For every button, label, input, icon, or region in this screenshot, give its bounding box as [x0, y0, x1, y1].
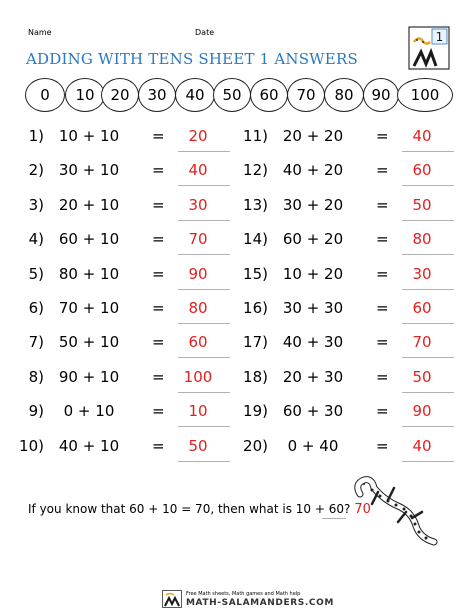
salamander-badge-icon: [408, 26, 450, 70]
problem-row: [0, 260, 230, 294]
problem-row: [224, 225, 454, 259]
number-line-oval: 90: [363, 78, 399, 112]
number-line-oval: 60: [250, 78, 288, 112]
equals-sign: =: [376, 333, 389, 352]
problem-answer: 50: [412, 367, 432, 386]
problem-expression: 90 + 10: [58, 367, 120, 386]
equals-sign: =: [152, 127, 165, 145]
answer-line: [402, 392, 454, 393]
problem-number: 3): [28, 195, 44, 214]
bonus-question: [28, 502, 371, 517]
salamander-icon: [348, 474, 440, 548]
problem-number: 18): [243, 367, 268, 386]
problem-row: [224, 260, 454, 294]
problem-answer: 40: [412, 436, 432, 455]
problem-row: [0, 122, 230, 156]
problem-number: 19): [243, 402, 268, 421]
number-line-oval: 80: [324, 78, 364, 112]
problem-row: [224, 294, 454, 328]
number-line-oval: 0: [25, 78, 65, 112]
problem-row: [224, 191, 454, 225]
date-label: Date: [195, 28, 215, 37]
problem-answer: 60: [412, 161, 432, 180]
number-line-oval: 70: [287, 78, 325, 112]
answer-line: [178, 323, 230, 324]
problem-number: 11): [243, 127, 268, 145]
problem-expression: 60 + 10: [58, 230, 120, 249]
problem-number: 17): [243, 333, 268, 352]
equals-sign: =: [376, 298, 389, 317]
equals-sign: =: [376, 402, 389, 421]
equals-sign: =: [152, 436, 165, 455]
answer-line: [178, 357, 230, 358]
problem-answer: 40: [188, 161, 208, 180]
problem-row: [224, 397, 454, 431]
problem-number: 5): [28, 264, 44, 283]
problem-answer: 10: [188, 402, 208, 421]
equals-sign: =: [376, 127, 389, 145]
equals-sign: =: [152, 333, 165, 352]
problem-expression: 50 + 10: [58, 333, 120, 352]
problem-number: 14): [243, 230, 268, 249]
answer-line: [178, 392, 230, 393]
problem-row: [224, 156, 454, 190]
problem-row: [224, 122, 454, 156]
answer-line: [402, 185, 454, 186]
problem-answer: 50: [412, 195, 432, 214]
problem-expression: 0 + 10: [63, 402, 115, 421]
answer-line: [178, 426, 230, 427]
problem-row: [224, 363, 454, 397]
problem-row: [0, 397, 230, 431]
right-column: [224, 122, 454, 466]
number-line-oval: 30: [138, 78, 176, 112]
page-title: ADDING WITH TENS SHEET 1 ANSWERS: [26, 50, 358, 68]
problem-row: [0, 156, 230, 190]
problem-row: [0, 432, 230, 466]
problem-answer: 90: [188, 264, 208, 283]
problem-expression: 40 + 10: [58, 436, 120, 455]
problem-expression: 30 + 20: [282, 195, 344, 214]
problem-expression: 30 + 30: [282, 298, 344, 317]
equals-sign: =: [152, 367, 165, 386]
problem-answer: 30: [412, 264, 432, 283]
problem-number: 4): [28, 230, 44, 249]
problem-expression: 60 + 30: [282, 402, 344, 421]
equals-sign: =: [152, 264, 165, 283]
problem-row: [0, 191, 230, 225]
footer-site: MATH-SALAMANDERS.COM: [186, 598, 334, 608]
equals-sign: =: [376, 230, 389, 249]
problem-expression: 60 + 20: [282, 230, 344, 249]
problem-number: 6): [28, 298, 44, 317]
equals-sign: =: [152, 298, 165, 317]
problem-expression: 80 + 10: [58, 264, 120, 283]
problem-answer: 100: [183, 367, 213, 386]
grade-number: 1: [435, 30, 444, 44]
footer-logo: [162, 590, 182, 608]
problem-expression: 20 + 20: [282, 127, 344, 145]
problem-number: 9): [28, 402, 44, 421]
number-line-oval: 20: [101, 78, 139, 112]
equals-sign: =: [376, 436, 389, 455]
problem-expression: 70 + 10: [58, 298, 120, 317]
problem-answer: 20: [188, 127, 208, 145]
equals-sign: =: [152, 195, 165, 214]
problem-row: [0, 225, 230, 259]
problem-answer: 70: [412, 333, 432, 352]
problem-expression: 20 + 10: [58, 195, 120, 214]
equals-sign: =: [376, 264, 389, 283]
problem-expression: 20 + 30: [282, 367, 344, 386]
problem-number: 2): [28, 161, 44, 180]
problem-answer: 70: [188, 230, 208, 249]
number-line-oval: 40: [175, 78, 215, 112]
problem-expression: 40 + 20: [282, 161, 344, 180]
problem-answer: 60: [188, 333, 208, 352]
grade-badge-logo: [408, 26, 450, 70]
problem-expression: 10 + 20: [282, 264, 344, 283]
salamander-illustration: [348, 474, 440, 548]
problem-row: [0, 294, 230, 328]
answer-line: [178, 220, 230, 221]
answer-line: [178, 185, 230, 186]
problem-row: [0, 363, 230, 397]
problem-row: [0, 328, 230, 362]
problem-row: [224, 432, 454, 466]
problem-answer: 80: [412, 230, 432, 249]
answer-line: [178, 461, 230, 462]
bonus-question-text: If you know that 60 + 10 = 70, then what is 10 + 60?: [28, 502, 351, 516]
answer-line: [402, 323, 454, 324]
equals-sign: =: [152, 402, 165, 421]
problem-answer: 40: [412, 127, 432, 145]
left-column: [0, 122, 230, 466]
answer-line: [178, 151, 230, 152]
answer-line: [402, 220, 454, 221]
problem-number: 1): [28, 127, 44, 145]
number-line: [0, 78, 474, 114]
problem-number: 13): [243, 195, 268, 214]
answer-line: [402, 289, 454, 290]
bonus-answer: 70: [354, 502, 371, 517]
problem-row: [224, 328, 454, 362]
footer-logo-icon: [162, 590, 182, 608]
equals-sign: =: [152, 230, 165, 249]
problem-expression: 0 + 40: [287, 436, 339, 455]
problem-expression: 30 + 10: [58, 161, 120, 180]
number-line-oval: 50: [213, 78, 251, 112]
name-label: Name: [28, 28, 52, 37]
answer-line: [402, 426, 454, 427]
problem-expression: 40 + 30: [282, 333, 344, 352]
footer-tagline: Free Math sheets, Math games and Math help: [186, 591, 301, 597]
problem-answer: 50: [188, 436, 208, 455]
equals-sign: =: [376, 195, 389, 214]
problem-number: 20): [243, 436, 268, 455]
answer-line: [402, 151, 454, 152]
answer-line: [402, 461, 454, 462]
equals-sign: =: [376, 161, 389, 180]
equals-sign: =: [376, 367, 389, 386]
answer-line: [402, 254, 454, 255]
problem-expression: 10 + 10: [58, 127, 120, 145]
problem-number: 12): [243, 161, 268, 180]
problem-answer: 60: [412, 298, 432, 317]
problem-answer: 80: [188, 298, 208, 317]
problem-number: 7): [28, 333, 44, 352]
answer-line: [402, 357, 454, 358]
problem-number: 8): [28, 367, 44, 386]
bonus-answer-line: [322, 518, 346, 519]
number-line-oval: 10: [65, 78, 105, 112]
answer-line: [178, 289, 230, 290]
answer-line: [178, 254, 230, 255]
problem-answer: 90: [412, 402, 432, 421]
problem-answer: 30: [188, 195, 208, 214]
problem-number: 15): [243, 264, 268, 283]
problem-number: 16): [243, 298, 268, 317]
problem-number: 10): [19, 436, 44, 455]
equals-sign: =: [152, 161, 165, 180]
number-line-oval: 100: [397, 78, 453, 112]
